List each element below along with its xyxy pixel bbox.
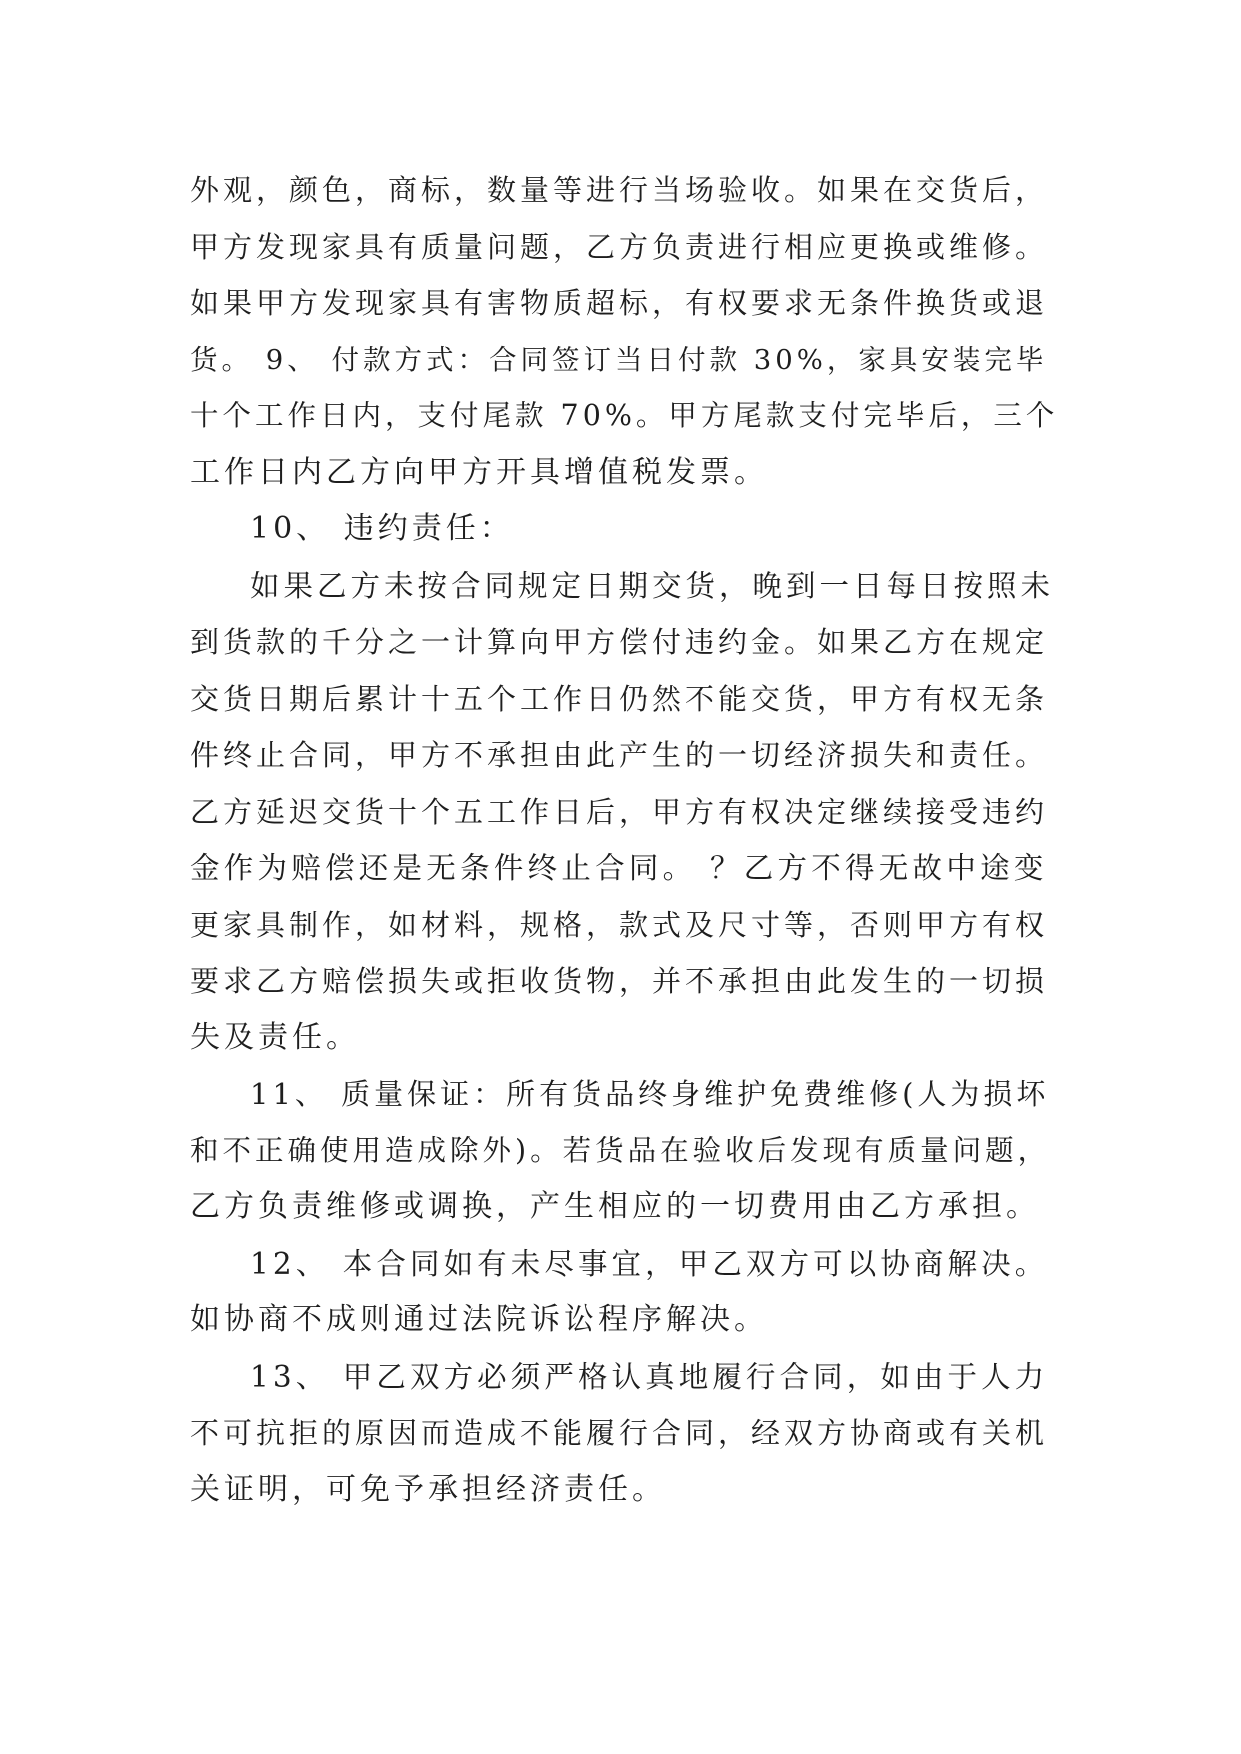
- text-line: 件终止合同，甲方不承担由此产生的一切经济损失和责任。: [190, 738, 1049, 772]
- text-line: 12、 本合同如有未尽事宜，甲乙双方可以协商解决。: [250, 1246, 1049, 1281]
- text-line: 甲方发现家具有质量问题，乙方负责进行相应更换或维修。: [190, 229, 1049, 264]
- text-line: 乙方延迟交货十个五工作日后，甲方有权决定继续接受违约: [190, 794, 1049, 829]
- text-line: 外观，颜色，商标，数量等进行当场验收。如果在交货后，: [190, 173, 1049, 207]
- text-line: 不可抗拒的原因而造成不能履行合同，经双方协商或有关机: [190, 1416, 1049, 1450]
- text-line: 交货日期后累计十五个工作日仍然不能交货，甲方有权无条: [190, 681, 1049, 716]
- text-line: 13、 甲乙双方必须严格认真地履行合同，如由于人力: [250, 1359, 1049, 1394]
- contract-text-body: [190, 162, 1060, 1518]
- text-line: 要求乙方赔偿损失或拒收货物，并不承担由此发生的一切损: [190, 964, 1049, 998]
- text-line: 关证明，可免予承担经济责任。: [190, 1471, 666, 1507]
- text-line: 更家具制作，如材料，规格，款式及尺寸等，否则甲方有权: [190, 907, 1049, 942]
- text-line: 如协商不成则通过法院诉讼程序解决。: [190, 1302, 768, 1337]
- text-line: 乙方负责维修或调换，产生相应的一切费用由乙方承担。: [190, 1189, 1040, 1224]
- text-line: 工作日内乙方向甲方开具增值税发票。: [190, 454, 768, 490]
- text-line: 到货款的千分之一计算向甲方偿付违约金。如果乙方在规定: [190, 625, 1049, 659]
- text-line: 失及责任。: [190, 1019, 360, 1055]
- text-line: 如果甲方发现家具有害物质超标，有权要求无条件换货或退: [190, 286, 1049, 320]
- text-line: 货。 9、 付款方式：合同签订当日付款 30%，家具安装完毕: [190, 343, 1048, 376]
- text-line: 十个工作日内，支付尾款 70%。甲方尾款支付完毕后，三个: [190, 399, 1059, 432]
- text-line: 11、 质量保证：所有货品终身维护免费维修(人为损坏: [250, 1077, 1050, 1111]
- text-line: 如果乙方未按合同规定日期交货，晚到一日每日按照未: [250, 568, 1055, 603]
- text-line: 和不正确使用造成除外)。若货品在验收后发现有质量问题，: [190, 1133, 1051, 1167]
- text-line: 金作为赔偿还是无条件终止合同。 ？乙方不得无故中途变: [190, 851, 1048, 885]
- text-line: 10、 违约责任：: [250, 511, 514, 546]
